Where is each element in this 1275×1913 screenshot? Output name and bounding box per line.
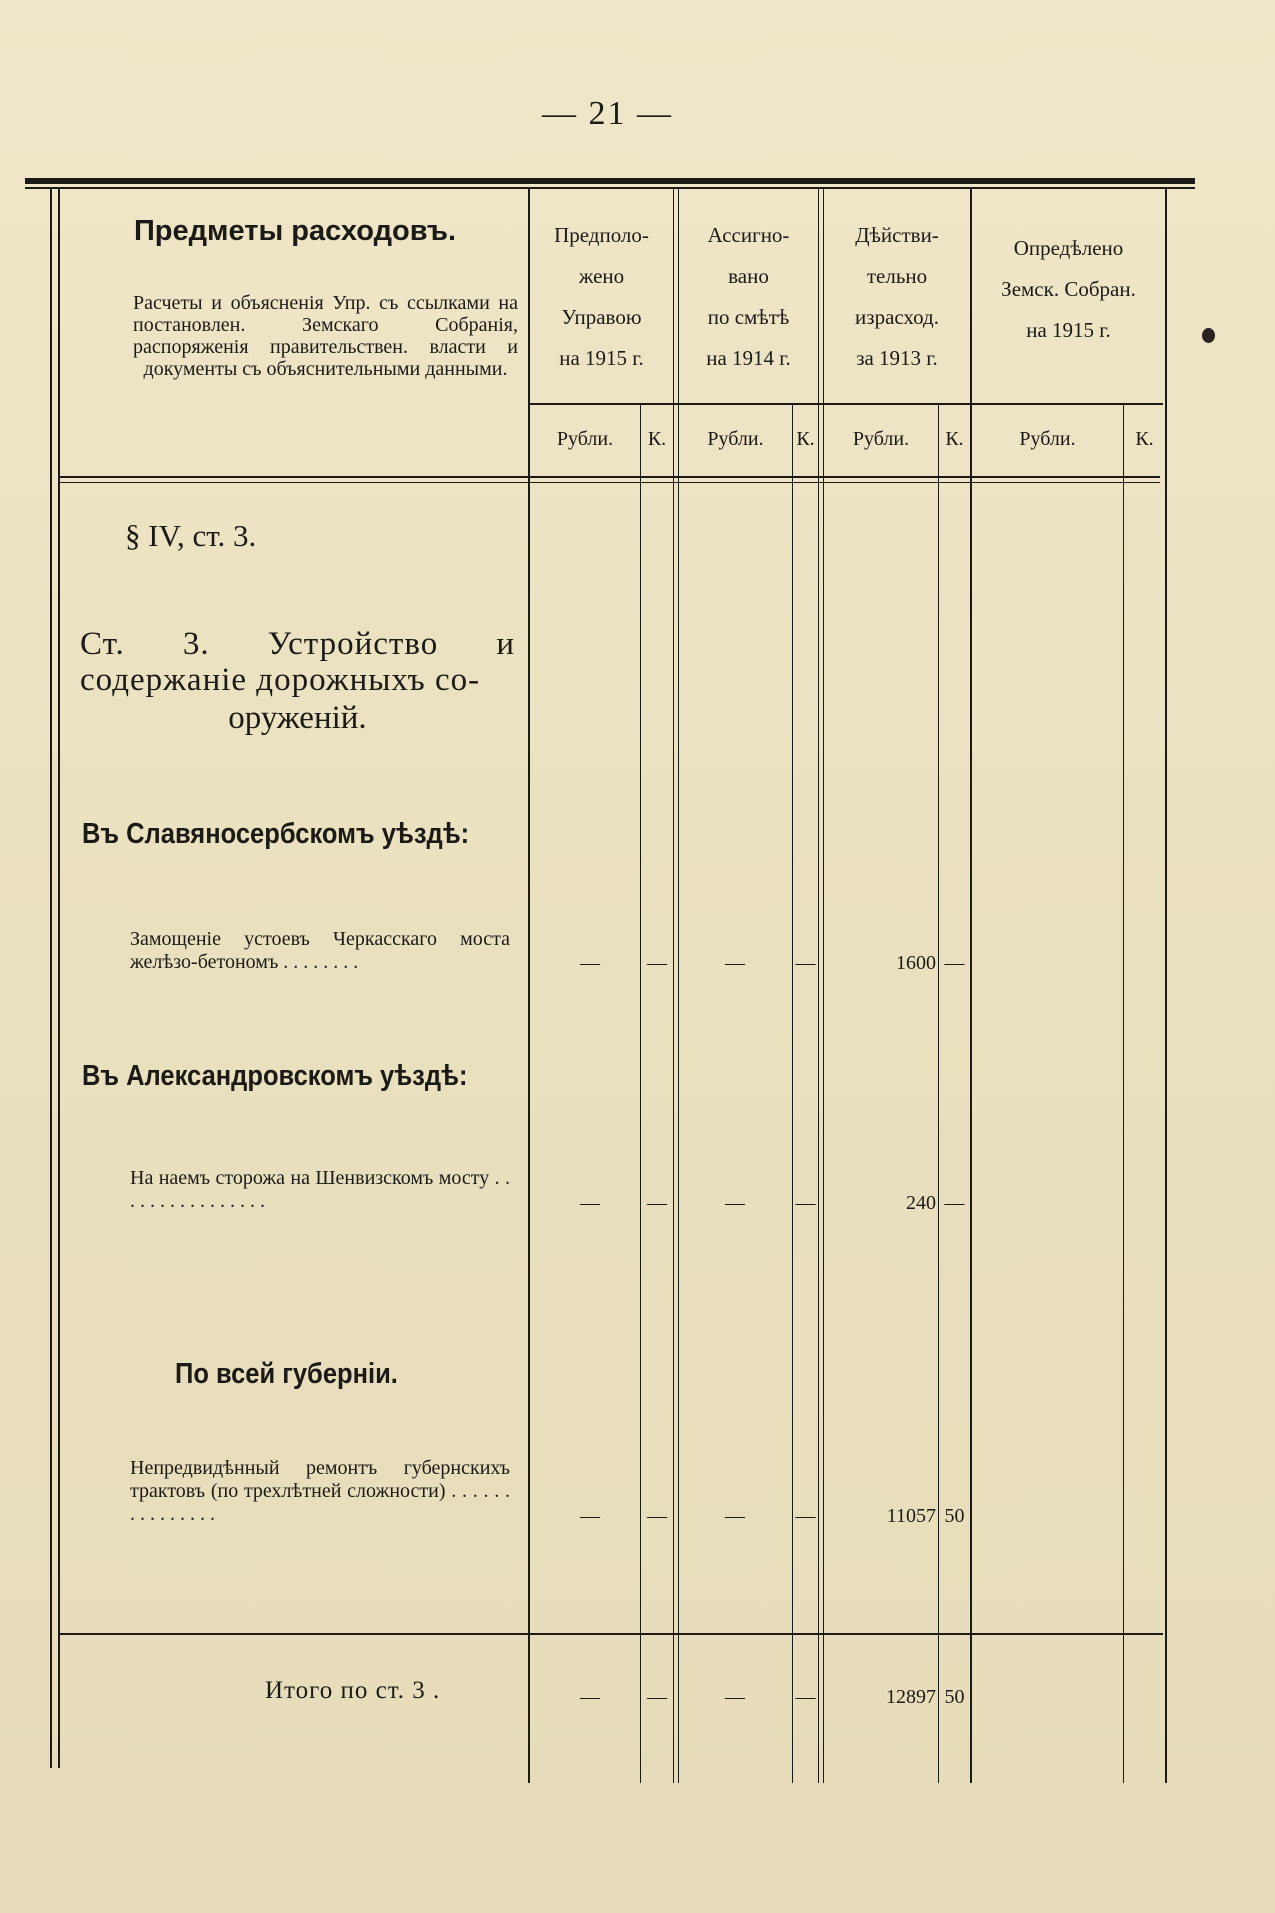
value-assigned-kop: —: [795, 952, 816, 974]
total-assigned-rub: —: [725, 1686, 745, 1708]
col-line-3k: [938, 405, 939, 1783]
group-title: По всей губерніи.: [175, 1358, 398, 1390]
value-assigned-rub: —: [725, 1192, 745, 1214]
left-border: [50, 188, 52, 1768]
section-heading: § IV, ст. 3.: [125, 518, 257, 553]
group-title: Въ Славяносербскомъ уѣздѣ:: [82, 818, 470, 850]
value-proposed-kop: —: [647, 952, 667, 974]
value-proposed-rub: —: [580, 1192, 600, 1214]
col-line-2k: [792, 405, 793, 1783]
item-description: На наемъ сторожа на Шенвизскомъ мосту . . . . . . . . . . . . . . . .: [130, 1167, 510, 1212]
top-rule-thick: [25, 178, 1195, 184]
header-title: Предметы расходовъ.: [133, 215, 457, 247]
value-spent-kop: —: [944, 1192, 965, 1214]
col-head-line: израсход.: [855, 305, 939, 329]
col-line-4k: [1123, 405, 1124, 1783]
total-rule: [60, 1633, 1163, 1635]
col-head-line: Земск. Собран.: [1001, 277, 1136, 301]
col-line-3a: [818, 188, 819, 1783]
total-spent-rub: 12897: [886, 1686, 936, 1708]
left-border-2: [58, 188, 60, 1768]
value-assigned-kop: —: [795, 1192, 816, 1214]
article-title-last: оруженій.: [228, 700, 367, 736]
total-spent-kop: 50: [944, 1686, 965, 1708]
value-spent-kop: —: [944, 952, 965, 974]
value-assigned-rub: —: [725, 952, 745, 974]
header-rule-1: [60, 476, 1160, 478]
col-line-1k: [640, 405, 641, 1783]
value-proposed-rub: —: [580, 952, 600, 974]
total-assigned-kop: —: [795, 1686, 816, 1708]
col-head-line: на 1915 г.: [559, 346, 644, 370]
col-head-line: за 1913 г.: [856, 346, 938, 370]
unit-rub-4: Рубли.: [1019, 428, 1076, 450]
unit-kop-2: К.: [796, 428, 815, 450]
unit-kop-4: К.: [1135, 428, 1154, 450]
header-rule-2: [60, 482, 1160, 483]
col-head-spent: [824, 215, 970, 379]
total-proposed-kop: —: [647, 1686, 667, 1708]
col-head-line: Управою: [561, 305, 642, 329]
col-head-line: тельно: [866, 264, 928, 288]
col-head-line: Дѣйстви-: [855, 223, 939, 247]
col-head-line: Предполо-: [554, 223, 649, 247]
col-head-line: по смѣтѣ: [707, 305, 790, 329]
value-spent-kop: 50: [944, 1505, 965, 1527]
right-border: [1165, 188, 1167, 1783]
units-rule: [528, 403, 1163, 405]
group-title: Въ Александровскомъ уѣздѣ:: [82, 1060, 468, 1092]
unit-rub-1: Рубли.: [556, 428, 614, 450]
col-head-line: на 1915 г.: [1026, 318, 1111, 342]
col-head-line: Опредѣлено: [1013, 236, 1124, 260]
col-line-2a: [673, 188, 674, 1783]
top-rule-thin: [25, 187, 1195, 189]
value-assigned-kop: —: [795, 1505, 816, 1527]
total-proposed-rub: —: [580, 1686, 600, 1708]
value-spent-rub: 11057: [886, 1505, 936, 1527]
value-spent-rub: 240: [906, 1192, 936, 1214]
page-number: — 21 —: [542, 95, 673, 132]
header-subtitle: Расчеты и объясненія Упр. съ ссылками на постановлен. Земскаго Собранія, распоряженія правительствен. власти и документы съ объяснительными данными.: [133, 292, 518, 380]
col-head-line: на 1914 г.: [706, 346, 791, 370]
unit-rub-2: Рубли.: [707, 428, 764, 450]
col-head-proposed: [530, 215, 673, 379]
unit-kop-3: К.: [945, 428, 964, 450]
unit-kop-1: К.: [647, 428, 667, 450]
col-head-assigned: [679, 215, 818, 379]
ink-blot: [1202, 328, 1215, 343]
col-head-determined: [972, 228, 1165, 351]
col-head-line: жено: [578, 264, 625, 288]
value-proposed-rub: —: [580, 1505, 600, 1527]
value-assigned-rub: —: [725, 1505, 745, 1527]
col-head-line: Ассигно-: [707, 223, 790, 247]
article-title: Ст. 3. Устройство и содержаніе дорожныхъ со-: [80, 626, 515, 698]
value-proposed-kop: —: [647, 1505, 667, 1527]
value-proposed-kop: —: [647, 1192, 667, 1214]
value-spent-rub: 1600: [896, 952, 936, 974]
total-label: Итого по ст. 3 .: [265, 1677, 441, 1704]
item-description: Непредвидѣнный ремонтъ губернскихъ трактовъ (по трехлѣтней сложности) . . . . . . . . . . . . . . .: [130, 1457, 510, 1525]
item-description: Замощеніе устоевъ Черкасскаго моста желѣзо-бетономъ . . . . . . . .: [130, 928, 510, 973]
unit-rub-3: Рубли.: [852, 428, 910, 450]
col-head-line: вано: [728, 264, 769, 288]
